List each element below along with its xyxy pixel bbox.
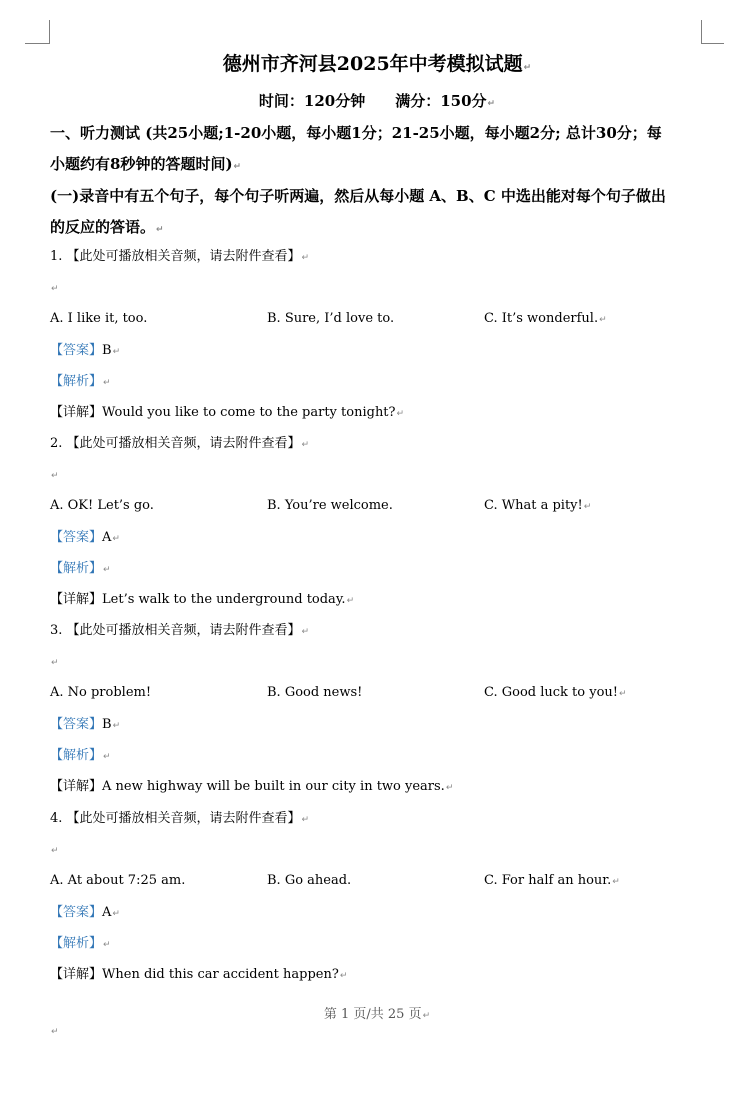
option-b: B. Sure, I’d love to.: [267, 311, 395, 326]
option-a: A. I like it, too.: [50, 311, 148, 326]
exam-duration: 时间：120分钟: [258, 92, 366, 110]
exam-time-info: 时间：120分钟 满分：150分↵: [258, 92, 496, 110]
detail-line: 【详解】Let’s walk to the underground today.↵: [50, 592, 355, 607]
question-stem: 2. 【此处可播放相关音频，请去附件查看】↵: [50, 436, 310, 451]
crop-mark-top-left: [49, 20, 50, 44]
exam-full-score: 满分：150分: [395, 92, 487, 110]
part-instructions-cont: 的反应的答语。↵: [50, 218, 164, 236]
option-c: C. It’s wonderful.↵: [484, 311, 607, 326]
section-heading: 一、听力测试 (共25小题;1-20小题，每小题1分；21-25小题，每小题2分; 总计30分；每: [50, 124, 662, 142]
detail-line: 【详解】Would you like to come to the party tonight?↵: [50, 405, 405, 420]
empty-paragraph: ↵: [51, 658, 59, 668]
option-c: C. What a pity!↵: [484, 498, 592, 513]
analysis-line: 【解析】↵: [50, 936, 111, 951]
answer-line: 【答案】B↵: [50, 717, 121, 732]
crop-mark-top-right: [702, 43, 724, 44]
page-title: 德州市齐河县2025年中考模拟试题↵: [222, 53, 532, 75]
detail-line: 【详解】When did this car accident happen?↵: [50, 967, 348, 982]
analysis-line: 【解析】↵: [50, 748, 111, 763]
empty-paragraph: ↵: [51, 471, 59, 481]
option-b: B. Good news!: [267, 685, 363, 700]
option-c: C. Good luck to you!↵: [484, 685, 627, 700]
option-b: B. You’re welcome.: [267, 498, 393, 513]
option-a: A. At about 7:25 am.: [50, 873, 186, 888]
option-a: A. OK! Let’s go.: [50, 498, 154, 513]
option-c: C. For half an hour.↵: [484, 873, 620, 888]
empty-paragraph: ↵: [51, 1027, 59, 1037]
option-b: B. Go ahead.: [267, 873, 352, 888]
crop-mark-top-left: [25, 43, 49, 44]
answer-line: 【答案】A↵: [50, 530, 120, 545]
part-instructions: (一)录音中有五个句子，每个句子听两遍，然后从每小题 A、B、C 中选出能对每个句子做出: [50, 187, 666, 205]
page-footer: 第 1 页/共 25 页↵: [323, 1007, 431, 1022]
analysis-line: 【解析】↵: [50, 561, 111, 576]
empty-paragraph: ↵: [51, 284, 59, 294]
answer-line: 【答案】B↵: [50, 343, 121, 358]
analysis-line: 【解析】↵: [50, 374, 111, 389]
detail-line: 【详解】A new highway will be built in our city in two years.↵: [50, 779, 454, 794]
question-stem: 3. 【此处可播放相关音频，请去附件查看】↵: [50, 623, 310, 638]
option-a: A. No problem!: [50, 685, 152, 700]
question-stem: 1. 【此处可播放相关音频，请去附件查看】↵: [50, 249, 310, 264]
section-heading-cont: 小题约有8秒钟的答题时间)↵: [50, 155, 242, 173]
answer-line: 【答案】A↵: [50, 905, 120, 920]
empty-paragraph: ↵: [51, 846, 59, 856]
crop-mark-top-right: [701, 20, 702, 44]
question-stem: 4. 【此处可播放相关音频，请去附件查看】↵: [50, 811, 310, 826]
